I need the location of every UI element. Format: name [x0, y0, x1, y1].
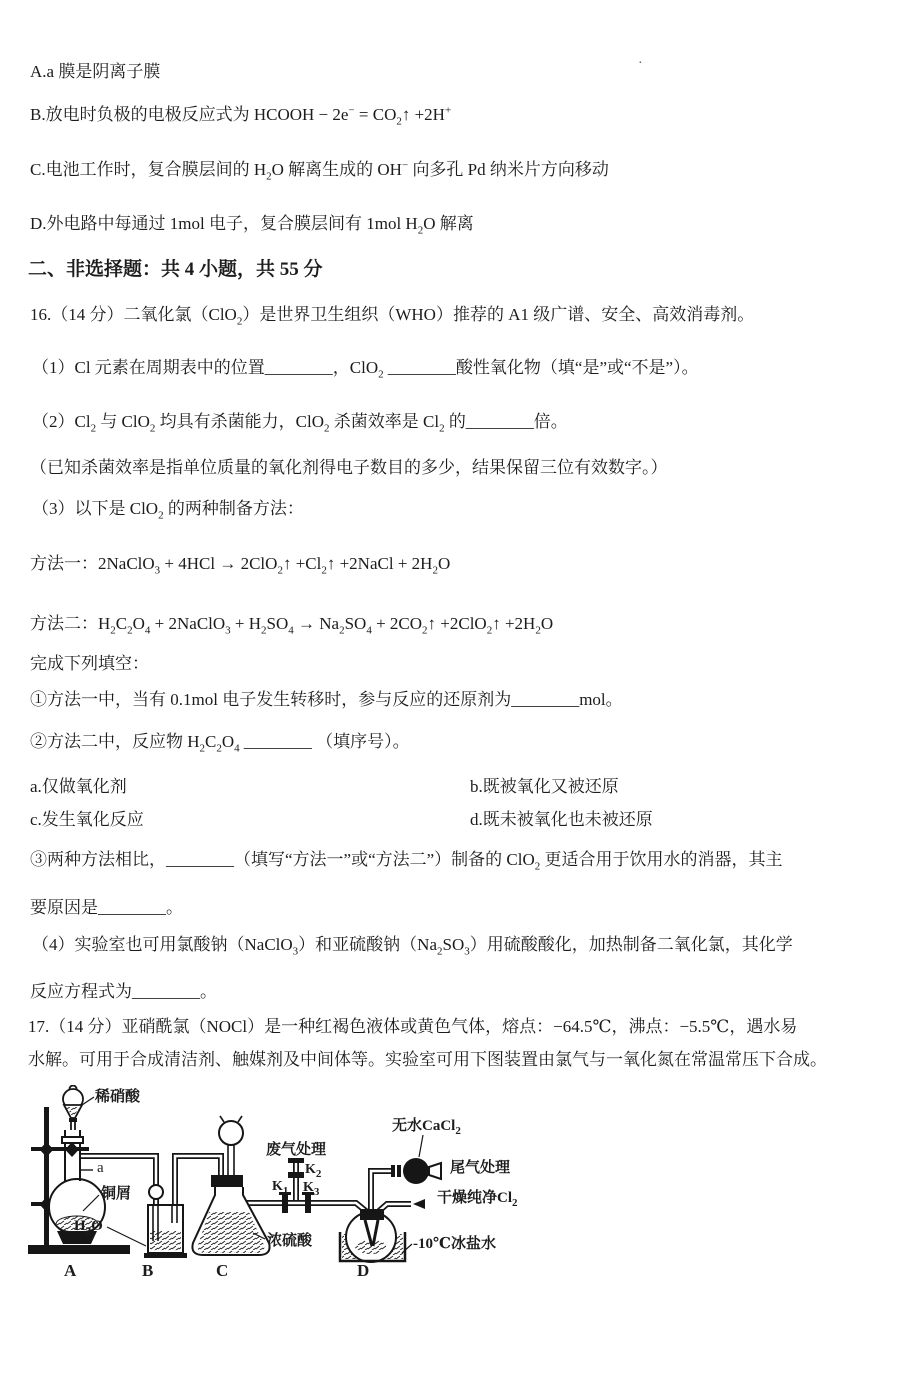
section-header: 二、非选择题：共 4 小题，共 55 分	[28, 259, 323, 280]
q16-part4-line2: 反应方程式为________。	[30, 982, 217, 1001]
q16-part2-note: （已知杀菌效率是指单位质量的氧化剂得电子数目的多少，结果保留三位有效数字。）	[30, 458, 668, 477]
label-a-mark: a	[97, 1160, 104, 1176]
q16-part2: $(2)Cl_2$ 与 ClO$_2$ 均具有杀菌能力，ClO$_2$ 杀菌效率是 $Cl_2$ 的________倍。	[32, 412, 568, 435]
dropping-funnel	[63, 1086, 94, 1131]
q16-choice-d: d.既未被氧化也未被还原	[470, 810, 653, 829]
option-c: C.电池工作时，复合膜层间的 $H_2O$ 解离生成的 OH− 向多孔 Pd 纳米片方向移动	[30, 159, 609, 183]
apparatus-letter-d: D	[357, 1261, 370, 1280]
q16-sub3-line2: 要原因是________。	[30, 898, 183, 917]
label-dilute-nitric-acid: 稀硝酸	[95, 1089, 141, 1105]
q16-sub3-line1: ③两种方法相比，________（填写“方法一”或“方法二”）制备的 ClO$_2$ 更适合用于饮用水的消器，其主	[30, 850, 783, 873]
label-k3: $K_3$	[303, 1180, 320, 1198]
label-k1: $K_1$	[272, 1179, 289, 1197]
q17-stem-line2: 水解。可用于合成清洁剂、触媒剂及中间体等。实验室可用下图装置由氯气与一氧化氮在常温常压下合成。	[28, 1050, 827, 1069]
q16-sub2: ②方法二中，反应物 $H_2C_2O_4$ ________ （填序号）。	[30, 732, 410, 755]
valve-k2	[288, 1172, 304, 1178]
reaction-flask-d	[340, 1209, 412, 1262]
q16-sub1: ①方法一中，当有 0.1mol 电子发生转移时，参与反应的还原剂为________mol。	[30, 690, 623, 709]
label-water: $H_2O$	[74, 1218, 103, 1237]
option-a: A.a 膜是阴离子膜	[30, 62, 161, 81]
option-d: D.外电路中每通过 1mol 电子，复合膜层间有 1mol $H_2O$ 解离	[30, 214, 474, 237]
apparatus-letter-a: A	[64, 1261, 77, 1280]
label-conc-sulfuric-acid: 浓硫酸	[267, 1233, 313, 1249]
q16-choice-b: b.既被氧化又被还原	[470, 777, 619, 796]
q16-choice-a: a.仅做氧化剂	[30, 777, 127, 796]
erlenmeyer-flask-c	[192, 1116, 269, 1255]
label-copper-shavings: 铜屑	[101, 1186, 132, 1202]
option-b: B.放电时负极的电极反应式为 HCOOH − $2e^- = CO_2↑ +2H^+$	[30, 104, 452, 128]
apparatus-letter-b: B	[142, 1261, 154, 1280]
q16-method1-equation: 方法一：2NaClO$_3$ + 4HCl → 2ClO$_2$↑ $+Cl_2↑$ +2NaCl + $2H_2O$	[30, 554, 451, 577]
scan-artifact-dot: ·	[638, 56, 643, 71]
cacl2-drying-bulb	[391, 1135, 441, 1184]
label-ice-brine: -10℃冰盐水	[413, 1236, 496, 1252]
cl2-inlet-arrow	[413, 1199, 425, 1209]
apparatus-letter-c: C	[216, 1261, 229, 1280]
label-tail-gas-treatment: 尾气处理	[450, 1160, 511, 1176]
q16-fill-prompt: 完成下列填空：	[30, 654, 149, 673]
q16-part3: （3）以下是 ClO$_2$ 的两种制备方法：	[32, 499, 304, 522]
label-k2: $K_2$	[305, 1162, 322, 1180]
q16-part1: （1）Cl 元素在周期表中的位置________，ClO$_2$ ________酸性氧化物（填“是”或“不是”）。	[32, 358, 699, 381]
q16-choice-c: c.发生氧化反应	[30, 810, 144, 829]
label-waste-gas-treatment: 废气处理	[266, 1142, 327, 1158]
q16-method2-equation: 方法二：$H_2C_2O_4$ + 2NaClO$_3$ + $H_2SO_4 \to Na_2SO_4$ + $2CO_2↑$ +2ClO$_2$↑ $+2H_2O$	[30, 614, 554, 637]
label-dry-pure-cl2: 干燥纯净$Cl_2$	[437, 1190, 518, 1209]
q17-stem-line1: 17.（14 分）亚硝酰氯（NOCl）是一种红褐色液体或黄色气体，熔点：−64.5℃，沸点：−5.5℃，遇水易	[28, 1017, 798, 1036]
label-anhydrous-cacl2: 无水CaCl$_2$	[392, 1118, 461, 1137]
q16-stem: 16.（14 分）二氧化氯（ClO$_2$）是世界卫生组织（WHO）推荐的 A1 级广谱、安全、高效消毒剂。	[30, 305, 755, 328]
q16-part4-line1: （4）实验室也可用氯酸钠（NaClO$_3$）和亚硫酸钠$(Na_2SO_3)$用硫酸酸化，加热制备二氧化氯，其化学	[32, 935, 793, 958]
